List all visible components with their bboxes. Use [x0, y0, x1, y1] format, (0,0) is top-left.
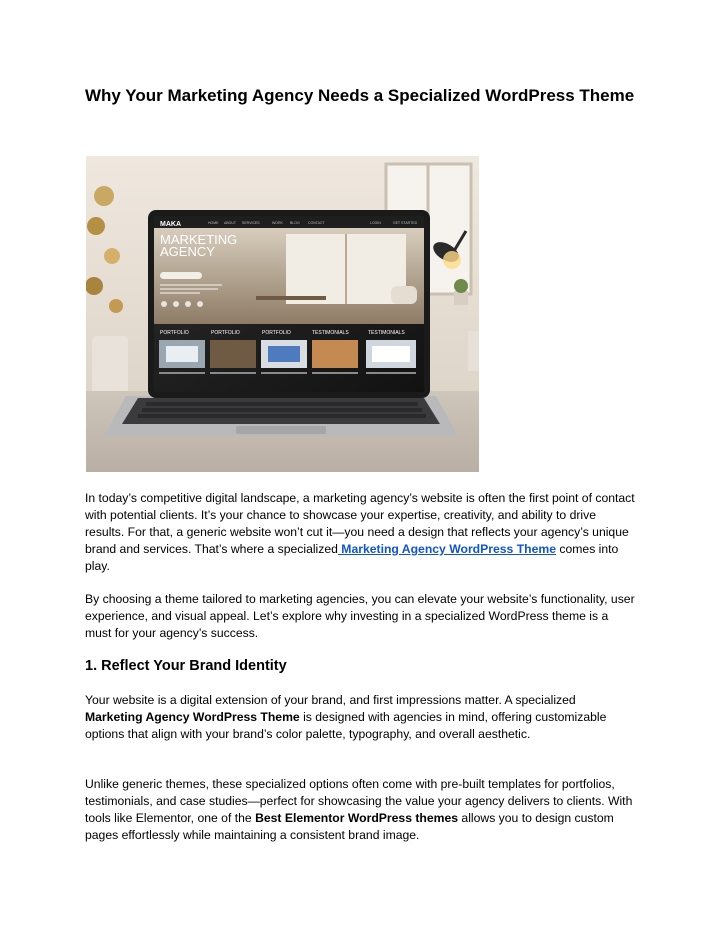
intro-paragraph — [85, 490, 635, 575]
paragraph-3-bold: Marketing Agency WordPress Theme — [85, 710, 300, 724]
screen-brand: MAKA — [160, 221, 181, 228]
paragraph-2: By choosing a theme tailored to marketing agencies, you can elevate your website’s functionality, user experience, and visual appeal. Let’s explore why investing in a specialized WordPress theme is a must for your agency’s success. — [85, 592, 635, 640]
screen-headline-2: AGENCY — [160, 244, 215, 259]
section-heading-brand-identity: 1. Reflect Your Brand Identity — [85, 658, 287, 674]
paragraph-4-bold: Best Elementor WordPress themes — [255, 811, 459, 825]
screen-nav-item: ABOUT — [224, 221, 237, 225]
intro-text: In today’s competitive digital landscape, a marketing agency’s website is often the first point of contact with potential clients. It’s your chance to showcase your expertise, creativity, and ability to drive results. For that, a generic website won’t cut it—you need a design that reflects your agency’s unique brand and services. That’s where a specialized — [85, 491, 635, 556]
intro-text-end: comes into play. — [85, 542, 619, 573]
page-title: Why Your Marketing Agency Needs a Specialized WordPress Theme — [85, 86, 635, 105]
paragraph-4 — [85, 776, 635, 844]
screen-nav-item: SERVICES — [242, 221, 260, 225]
screen-section-label: TESTIMONIALS — [368, 330, 405, 336]
hero-image — [86, 156, 479, 472]
laptop-illustration — [86, 156, 479, 472]
screen-nav-item: LOGIN — [370, 221, 381, 225]
paragraph-4-text: Unlike generic themes, these specialized options often come with pre-built templates for portfolios, testimonials, and case studies—perfect for showcasing the value your agency delivers to clients. With tools like Elementor, one of the — [85, 777, 633, 825]
paragraph-3-text-end: is designed with agencies in mind, offering customizable options that align with your brand’s color palette, typography, and overall aesthetic. — [85, 710, 607, 741]
screen-section-label: TESTIMONIALS — [312, 330, 349, 336]
screen-headline-1: MARKETING — [160, 232, 238, 247]
screen-section-label: PORTFOLIO — [262, 330, 291, 336]
marketing-agency-theme-link[interactable]: Marketing Agency WordPress Theme — [337, 542, 557, 556]
screen-nav-item: BLOG — [290, 221, 300, 225]
paragraph-3 — [85, 692, 635, 743]
screen-section-label: PORTFOLIO — [160, 330, 189, 336]
screen-nav-item: WORK — [272, 221, 283, 225]
screen-nav-item: HOME — [208, 221, 219, 225]
screen-nav-item: CONTACT — [308, 221, 325, 225]
screen-section-label: PORTFOLIO — [211, 330, 240, 336]
paragraph-3-text: Your website is a digital extension of your brand, and first impressions matter. A specialized — [85, 693, 576, 707]
screen-nav-item: GET STARTED — [393, 221, 418, 225]
paragraph-4-text-end: allows you to design custom pages effortlessly while maintaining a consistent brand image. — [85, 811, 614, 842]
